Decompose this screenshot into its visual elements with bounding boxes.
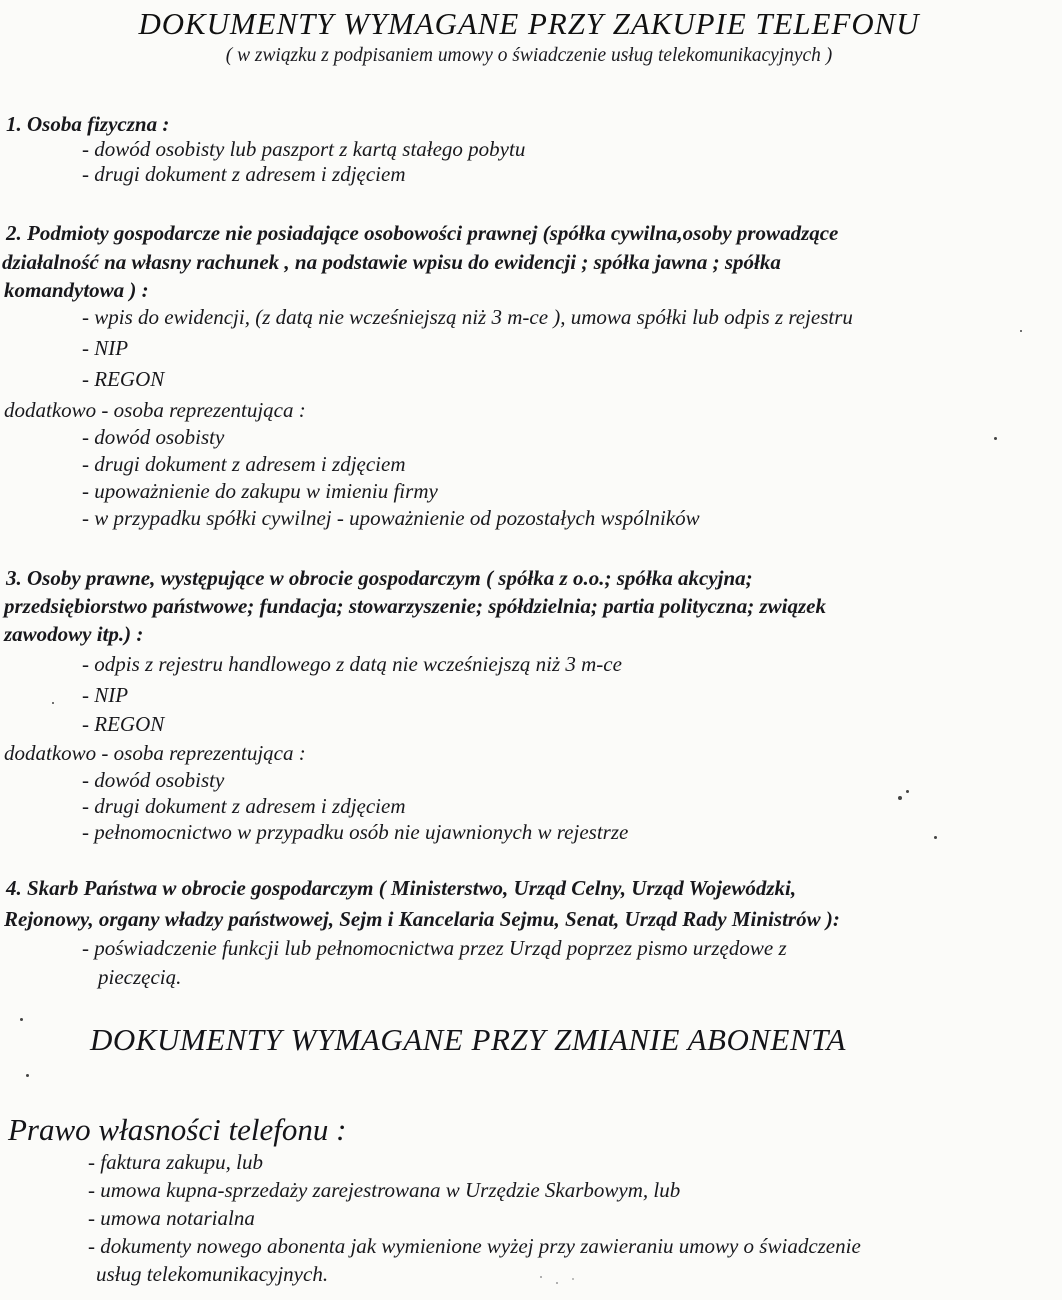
section-2-heading-line: działalność na własny rachunek , na podstawie wpisu do ewidencji ; spółka jawna ; spółka (2, 250, 781, 274)
section-4-heading-line: 4. Skarb Państwa w obrocie gospodarczym ( Ministerstwo, Urząd Celny, Urząd Wojewódzki, (6, 876, 797, 900)
second-title: DOKUMENTY WYMAGANE PRZY ZMIANIE ABONENTA (90, 1022, 846, 1057)
section-3-heading-line: przedsiębiorstwo państwowe; fundacja; stowarzyszenie; spółdzielnia; partia polityczna; związek (4, 594, 826, 618)
scan-speck (906, 790, 909, 793)
section-3-item: - REGON (82, 712, 165, 736)
scan-speck (52, 702, 54, 704)
scan-speck (1020, 330, 1022, 332)
section-1-item: - drugi dokument z adresem i zdjęciem (82, 162, 406, 186)
ownership-item: - umowa kupna-sprzedaży zarejestrowana w Urzędzie Skarbowym, lub (88, 1178, 681, 1202)
section-4-item: - poświadczenie funkcji lub pełnomocnictwa przez Urząd poprzez pismo urzędowe z (82, 936, 787, 960)
scan-speck (934, 836, 937, 839)
section-4-heading-line: Rejonowy, organy władzy państwowej, Sejm i Kancelaria Sejmu, Senat, Urząd Rady Ministrów ): (4, 907, 840, 931)
section-3-extra-item: - pełnomocnictwo w przypadku osób nie ujawnionych w rejestrze (82, 820, 629, 844)
section-3-extra-item: - drugi dokument z adresem i zdjęciem (82, 794, 406, 818)
section-2-extra-item: - w przypadku spółki cywilnej - upoważnienie od pozostałych wspólników (82, 506, 700, 530)
ownership-heading: Prawo własności telefonu : (8, 1112, 347, 1147)
scan-speck (540, 1276, 542, 1278)
scan-speck (898, 796, 902, 800)
section-2-extra-item: - drugi dokument z adresem i zdjęciem (82, 452, 406, 476)
scan-speck (20, 1018, 23, 1021)
section-3-item: - NIP (82, 683, 129, 707)
section-1-heading: 1. Osoba fizyczna : (6, 112, 170, 136)
section-3-item: - odpis z rejestru handlowego z datą nie wcześniejszą niż 3 m-ce (82, 652, 622, 676)
scan-speck (994, 437, 997, 440)
scan-speck (26, 1074, 29, 1077)
section-2-item: - REGON (82, 367, 165, 391)
section-1-item: - dowód osobisty lub paszport z kartą stałego pobytu (82, 137, 526, 161)
section-2-heading-line: 2. Podmioty gospodarcze nie posiadające osobowości prawnej (spółka cywilna,osoby prowadzące (6, 221, 839, 245)
section-3-heading-line: 3. Osoby prawne, występujące w obrocie gospodarczym ( spółka z o.o.; spółka akcyjna; (6, 566, 753, 590)
section-4-item: pieczęcią. (98, 965, 182, 989)
section-2-item: - wpis do ewidencji, (z datą nie wcześniejszą niż 3 m-ce ), umowa spółki lub odpis z rejestru (82, 305, 853, 329)
scan-speck (556, 1282, 558, 1284)
section-2-extra-item: - upoważnienie do zakupu w imieniu firmy (82, 479, 438, 503)
section-3-extra-item: - dowód osobisty (82, 768, 225, 792)
section-2-extra-item: - dowód osobisty (82, 425, 225, 449)
ownership-item: usług telekomunikacyjnych. (96, 1262, 329, 1286)
document-subtitle: ( w związku z podpisaniem umowy o świadczenie usług telekomunikacyjnych ) (225, 45, 833, 66)
document-title: DOKUMENTY WYMAGANE PRZY ZAKUPIE TELEFONU (138, 6, 920, 41)
section-3-extra-label: dodatkowo - osoba reprezentująca : (4, 741, 306, 765)
ownership-item: - umowa notarialna (88, 1206, 255, 1230)
ownership-item: - dokumenty nowego abonenta jak wymienione wyżej przy zawieraniu umowy o świadczenie (88, 1234, 861, 1258)
section-3-heading-line: zawodowy itp.) : (4, 622, 144, 646)
section-2-heading-line: komandytowa ) : (4, 278, 149, 302)
ownership-item: - faktura zakupu, lub (88, 1150, 263, 1174)
section-2-extra-label: dodatkowo - osoba reprezentująca : (4, 398, 306, 422)
scan-speck (572, 1278, 574, 1280)
section-2-item: - NIP (82, 336, 129, 360)
